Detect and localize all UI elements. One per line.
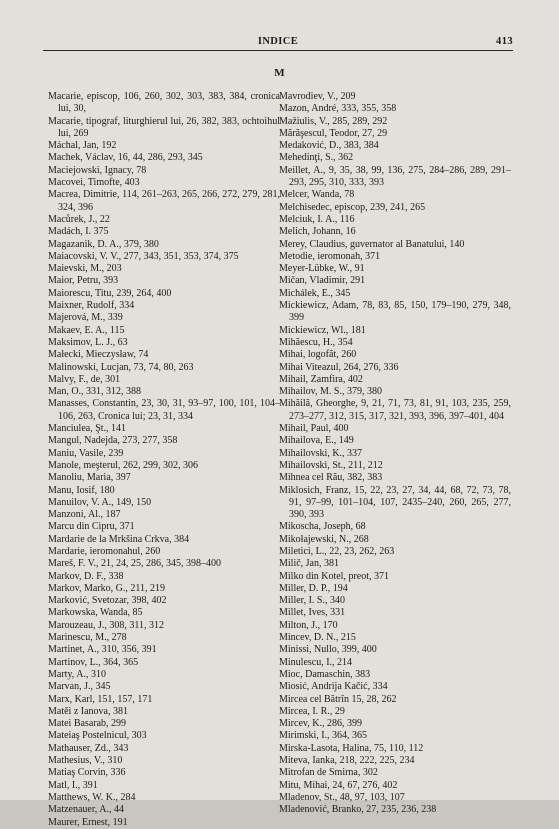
index-entry: Mickiewicz, Adam, 78, 83, 85, 150, 179–190, 279, 348, 399	[279, 300, 511, 324]
index-entry: Markov, D. F., 338	[48, 570, 124, 582]
index-entry: Mihail, Paul, 400	[279, 423, 349, 435]
index-entry: Milton, J., 170	[279, 619, 338, 631]
index-entry: Meyer-Lübke, W., 91	[279, 263, 365, 275]
index-entry: Mehedinţi, S., 362	[279, 152, 354, 164]
index-entry: Merey, Claudius, guvernator al Banatului, 140	[279, 238, 465, 250]
index-entry: Mathauser, Zd., 343	[48, 742, 129, 754]
index-entry: Madách, I. 375	[48, 226, 109, 238]
index-entry: Metodie, ieromonah, 371	[279, 250, 381, 262]
index-entry: Milič, Jan, 381	[279, 558, 339, 570]
index-entry: Markowska, Wanda, 85	[48, 607, 143, 619]
index-entry: Mateiaş Postelnicul, 303	[48, 730, 147, 742]
index-entry: Machek, Václav, 16, 44, 286, 293, 345	[48, 152, 203, 164]
index-entry: Marouzeau, J., 308, 311, 312	[48, 619, 164, 631]
index-entry: Marković, Svetozar, 398, 402	[48, 595, 167, 607]
index-entry: Maiacovski, V. V., 277, 343, 351, 353, 374, 375	[48, 250, 239, 262]
index-entry: Miklosich, Franz, 15, 22, 23, 27, 34, 44, 68, 72, 73, 78, 91, 97–99, 101–104, 107, 2435–240, 260, 265, 277, 390, 393	[279, 484, 511, 521]
index-entry: Minulescu, I., 214	[279, 656, 353, 668]
index-entry: Maievski, M., 203	[48, 263, 122, 275]
index-entry: Maciejowski, Ignacy, 78	[48, 164, 147, 176]
index-entry: Melcer, Wanda, 78	[279, 189, 355, 201]
index-entry: Magazanik, D. A., 379, 380	[48, 238, 159, 250]
index-entry: Maniu, Vasile, 239	[48, 447, 124, 459]
index-entry: Mărăşescul, Teodor, 27, 29	[279, 127, 388, 139]
index-entry: Minissi, Nullo, 399, 400	[279, 644, 377, 656]
index-entry: Manuilov, V. A., 149, 150	[48, 496, 152, 508]
running-header	[43, 34, 513, 51]
index-entry: Marty, A., 310	[48, 668, 106, 680]
index-entry: Mihăilă, Gheorghe, 9, 21, 71, 73, 81, 91, 103, 235, 259, 273–277, 312, 315, 317, 321, 393, 396, 397–401, 404	[279, 398, 511, 422]
index-entry: Manole, meşterul, 262, 299, 302, 306	[48, 459, 198, 471]
index-entry: Manoliu, Maria, 397	[48, 472, 131, 484]
index-entry: Miletici, L., 22, 23, 262, 263	[279, 545, 395, 557]
index-entry: Medaković, D., 383, 384	[279, 140, 379, 152]
index-entry: Miosić, Andrija Kačić, 334	[279, 681, 388, 693]
index-entry: Man, O., 331, 312, 388	[48, 386, 142, 398]
index-entry: Mathesius, V., 310	[48, 755, 123, 767]
index-entry: Milko din Kotel, preot, 371	[279, 570, 389, 582]
index-entry: Melich, Johann, 16	[279, 226, 356, 238]
index-column-left	[48, 91, 280, 829]
index-entry: Michálek, E., 345	[279, 287, 351, 299]
index-entry: Matiaş Corvin, 336	[48, 767, 126, 779]
index-entry: Marcu din Cipru, 371	[48, 521, 135, 533]
index-entry: Maior, Petru, 393	[48, 275, 119, 287]
index-entry: Manciulea, Şt., 141	[48, 423, 127, 435]
index-entry: Malinowski, Lucjan, 73, 74, 80, 263	[48, 361, 194, 373]
index-entry: Mioc, Damaschin, 383	[279, 668, 371, 680]
header-title: INDICE	[257, 36, 299, 47]
index-entry: Miller, I. S., 340	[279, 595, 345, 607]
index-entry: Marvan, J., 345	[48, 681, 111, 693]
index-entry: Manzoni, Al., 187	[48, 509, 121, 521]
index-entry: Melchisedec, episcop, 239, 241, 265	[279, 201, 426, 213]
index-entry: Mladenović, Branko, 27, 235, 236, 238	[279, 804, 437, 816]
index-entry: Mikołajewski, N., 268	[279, 533, 369, 545]
index-entry: Mihnea cel Rău, 382, 383	[279, 472, 383, 484]
index-entry: Marx, Karl, 151, 157, 171	[48, 693, 153, 705]
index-entry: Mareš, F. V., 21, 24, 25, 286, 345, 398–400	[48, 558, 222, 570]
index-entry: Mičan, Vladimir, 291	[279, 275, 366, 287]
index-entry: Markov, Marko, G., 211, 219	[48, 582, 166, 594]
index-entry: Matzenauer, A., 44	[48, 804, 124, 816]
index-entry: Mirska-Lasota, Halina, 75, 110, 112	[279, 742, 424, 754]
index-entry: Mircev, K., 286, 399	[279, 718, 362, 730]
index-entry: Majerová, M., 339	[48, 312, 123, 324]
index-entry: Macovei, Timofte, 403	[48, 177, 140, 189]
index-entry: Maksimov, L. J., 63	[48, 336, 128, 348]
page-number: 413	[496, 36, 513, 47]
index-entry: Mickiewicz, Wl., 181	[279, 324, 366, 336]
section-letter: M	[274, 67, 285, 79]
index-entry: Macrea, Dimitrie, 114, 261–263, 265, 266, 272, 279, 281, 324, 396	[48, 189, 280, 213]
index-entry: Miller, D. P., 194	[279, 582, 348, 594]
index-entry: Macarie, tipograf, liturghierul lui, 26, 382, 383, ochtoihul lui, 269	[48, 115, 280, 139]
index-entry: Matei Basarab, 299	[48, 718, 127, 730]
index-entry: Malvy, F., de, 301	[48, 373, 121, 385]
index-entry: Miteva, Ianka, 218, 222, 225, 234	[279, 755, 415, 767]
index-entry: Mardarie de la Mrkšina Crkva, 384	[48, 533, 190, 545]
index-column-right	[279, 91, 511, 817]
index-entry: Mihailova, E., 149	[279, 435, 354, 447]
index-entry: Millet, Ives, 331	[279, 607, 346, 619]
index-entry: Meillet, A., 9, 35, 38, 99, 136, 275, 284–286, 289, 291–293, 295, 310, 333, 393	[279, 164, 511, 189]
index-entry: Mihailovski, K., 337	[279, 447, 363, 459]
index-entry: Maurer, Ernest, 191	[48, 816, 128, 828]
index-entry: Matěi z Ianova, 381	[48, 705, 128, 717]
index-entry: Małecki, Mieczysław, 74	[48, 349, 149, 361]
index-entry: Mihăescu, H., 354	[279, 336, 353, 348]
index-entry: Marinescu, M., 278	[48, 632, 127, 644]
index-entry: Maiorescu, Titu, 239, 264, 400	[48, 287, 172, 299]
index-entry: Manasses, Constantin, 23, 30, 31, 93–97, 100, 101, 104–106, 263, Cronica lui; 23, 31, 334	[48, 398, 280, 422]
index-entry: Maixner, Rudolf, 334	[48, 300, 135, 312]
index-entry: Mazon, André, 333, 355, 358	[279, 103, 397, 115]
index-entry: Mitrofan de Smirna, 302	[279, 767, 378, 779]
index-entry: Makaev, E. A., 115	[48, 324, 125, 336]
index-entry: Mihailovski, St., 211, 212	[279, 459, 383, 471]
index-entry: Martinov, L., 364, 365	[48, 656, 139, 668]
index-entry: Mitu, Mihai, 24, 67, 276, 402	[279, 779, 398, 791]
index-entry: Mihai, logofăt, 260	[279, 349, 357, 361]
index-entry: Mircea, I. R., 29	[279, 705, 345, 717]
index-entry: Mažiulis, V., 285, 289, 292	[279, 115, 388, 127]
index-entry: Macarie, episcop, 106, 260, 302, 303, 383, 384, cronica lui, 30,	[48, 91, 280, 115]
index-entry: Mangul, Nadejda, 273, 277, 358	[48, 435, 178, 447]
index-entry: Mihai Viteazul, 264, 276, 336	[279, 361, 399, 373]
index-entry: Melciuk, I. A., 116	[279, 213, 355, 225]
index-entry: Mircea cel Bătrîn 15, 28, 262	[279, 693, 397, 705]
index-entry: Mincev, D. N., 215	[279, 632, 356, 644]
index-entry: Mihail, Zamfira, 402	[279, 373, 363, 385]
index-entry: Matthews, W. K., 284	[48, 791, 136, 803]
index-entry: Máchal, Jan, 192	[48, 140, 117, 152]
index-entry: Macůrek, J., 22	[48, 213, 110, 225]
index-entry: Mikoscha, Joseph, 68	[279, 521, 366, 533]
index-entry: Mihailov, M. S., 379, 380	[279, 386, 382, 398]
index-entry: Mavrodiev, V., 209	[279, 91, 356, 102]
index-entry: Manu, Iosif, 180	[48, 484, 115, 496]
index-entry: Mladenov, St., 48, 97, 103, 107	[279, 791, 405, 803]
index-entry: Mirimski, I., 364, 365	[279, 730, 368, 742]
index-entry: Matl, I., 391	[48, 779, 98, 791]
index-entry: Mardarie, ieromonahul, 260	[48, 545, 161, 557]
index-entry: Martinet, A., 310, 356, 391	[48, 644, 157, 656]
